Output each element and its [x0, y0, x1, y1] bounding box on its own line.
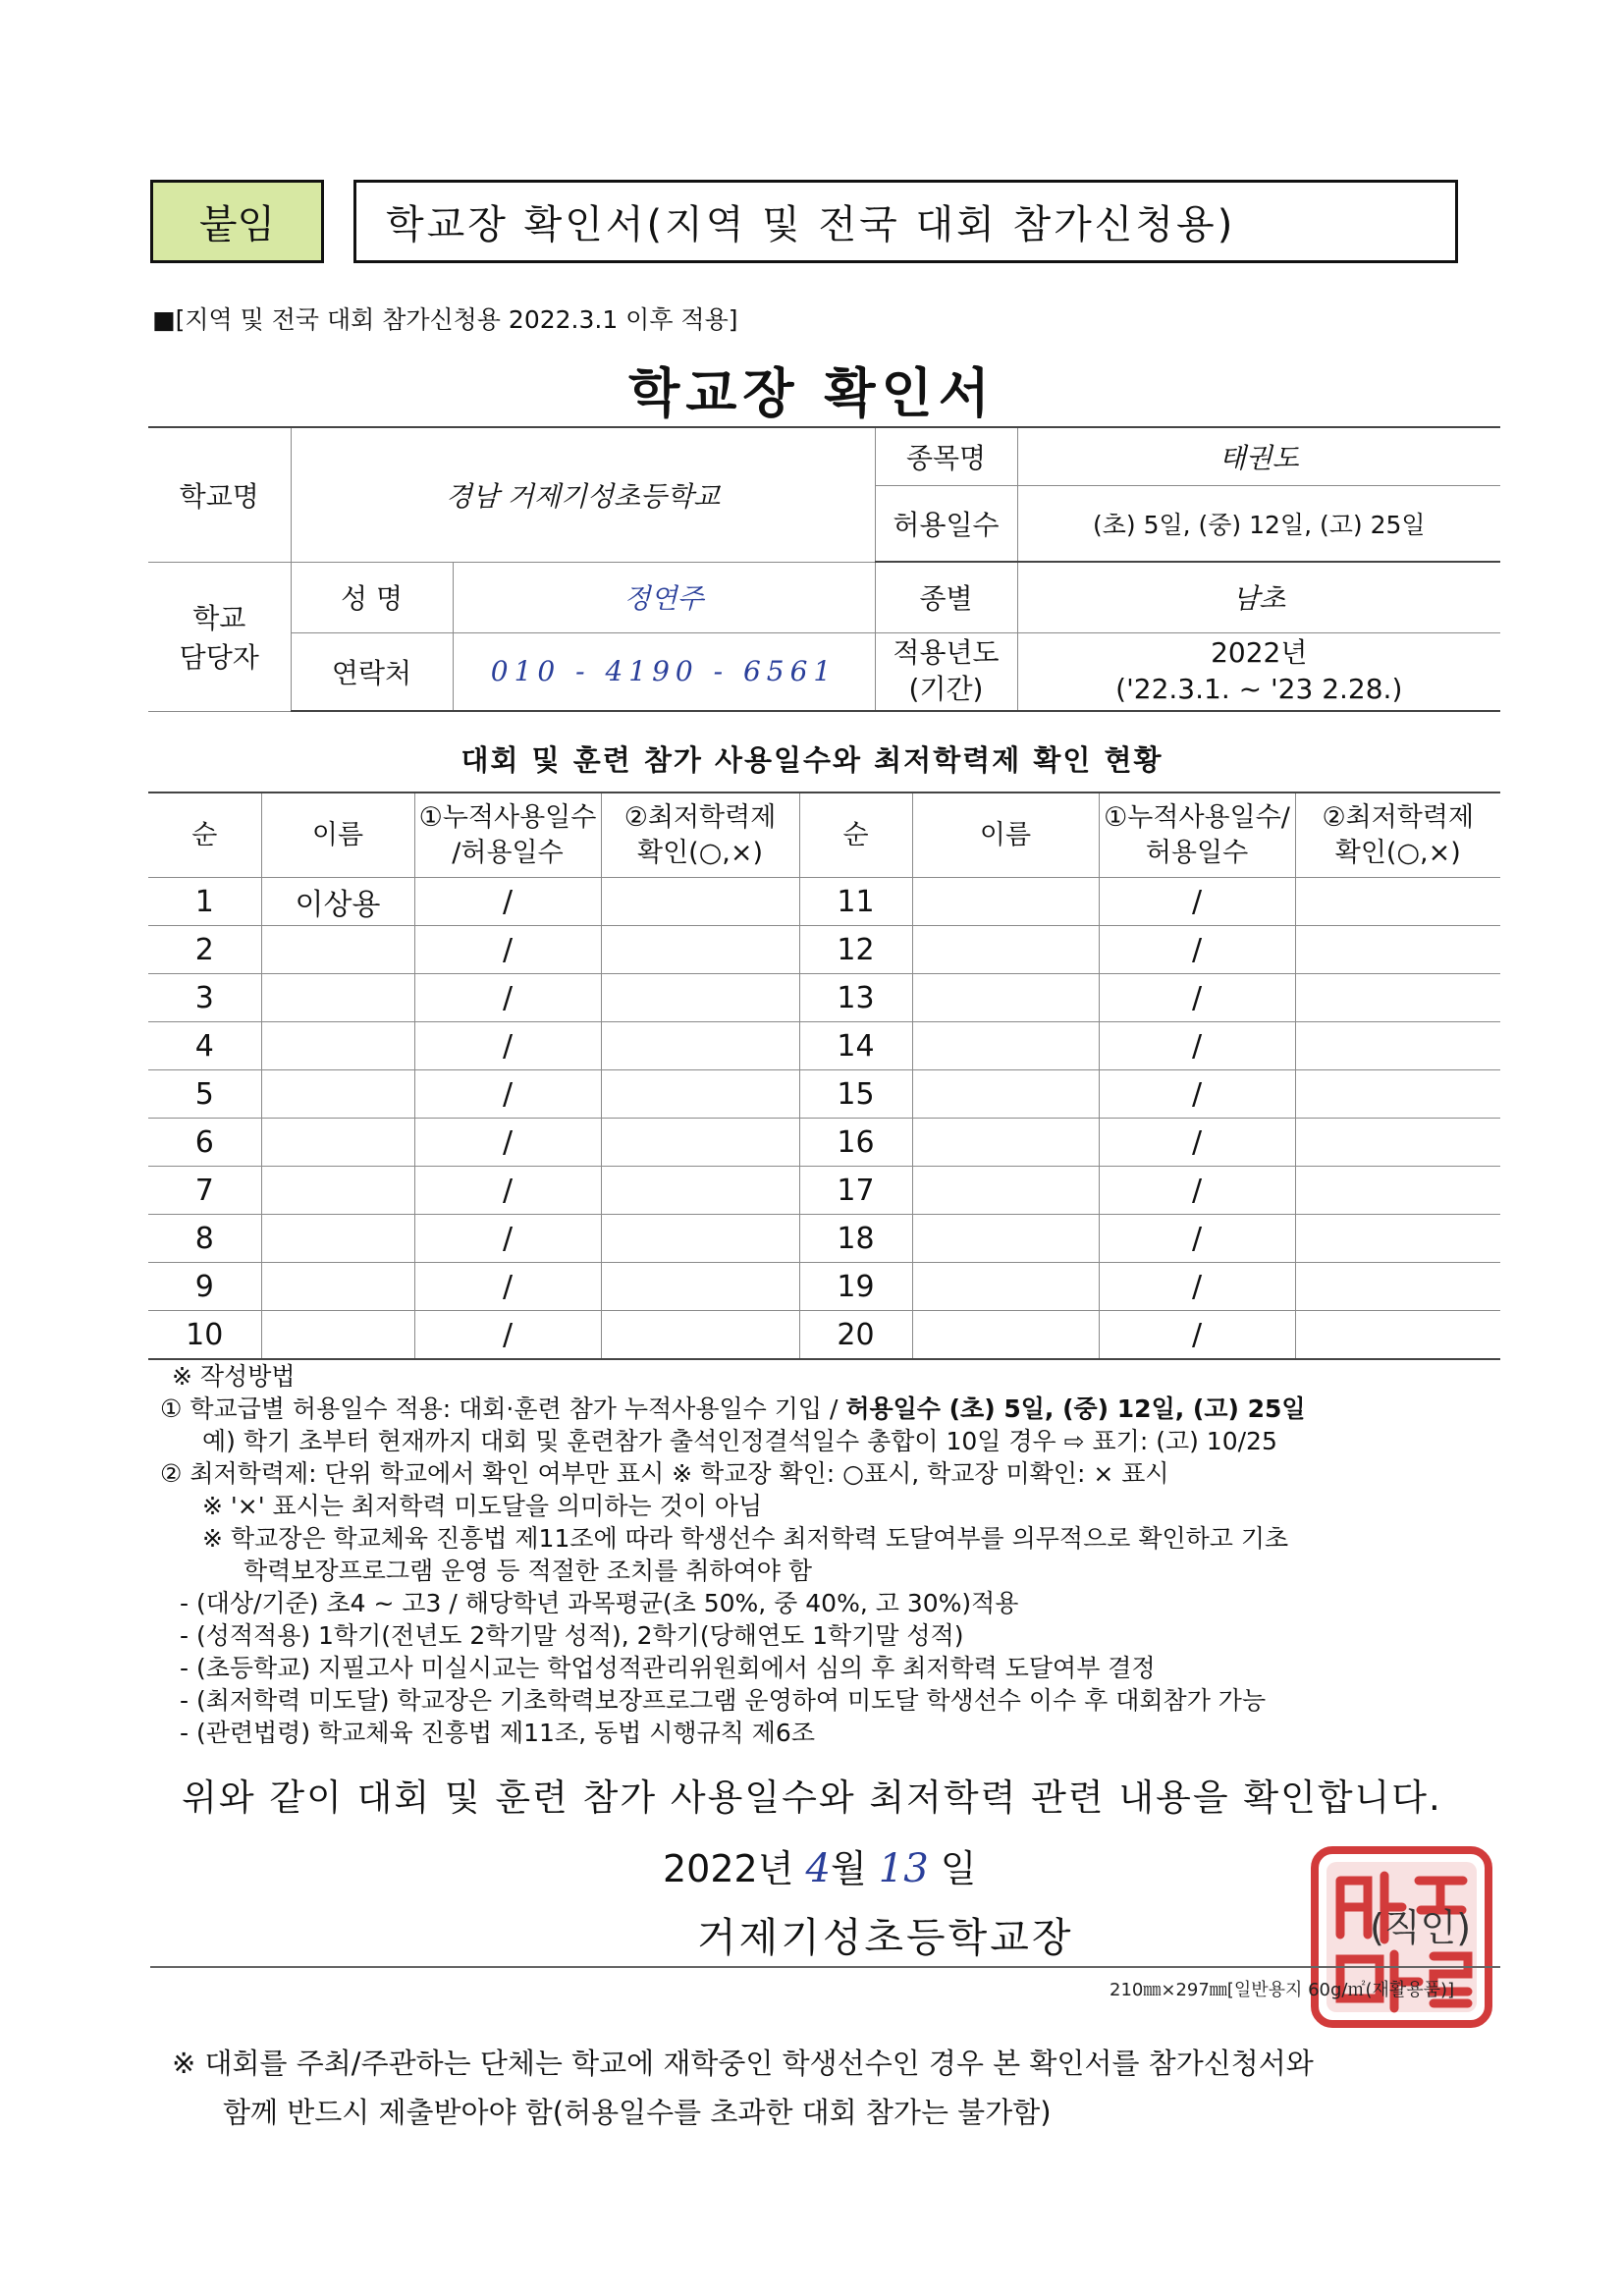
- left-min: [601, 1215, 799, 1263]
- right-min: [1295, 1167, 1500, 1215]
- right-min: [1295, 878, 1500, 926]
- table-row: [148, 1311, 1500, 1360]
- left-no: 7: [148, 1167, 261, 1215]
- col-no: 순: [148, 793, 261, 878]
- name-value-signature: 정연주: [453, 562, 875, 632]
- left-no: 6: [148, 1119, 261, 1167]
- left-no: 2: [148, 926, 261, 974]
- right-name: [912, 1215, 1099, 1263]
- sport-value: 태권도: [1017, 427, 1500, 485]
- confirmation-statement: 위와 같이 대회 및 훈련 참가 사용일수와 최저학력 관련 내용을 확인합니다.: [182, 1777, 1442, 1819]
- right-min: [1295, 926, 1500, 974]
- left-days: /: [414, 1311, 601, 1360]
- right-no: 11: [799, 878, 912, 926]
- paper-spec-note: 210㎜×297㎜[일반용지 60g/㎡(재활용품)]: [1110, 1980, 1455, 2000]
- left-days: /: [414, 1215, 601, 1263]
- school-head: 거제기성초등학교장: [697, 1914, 1074, 1961]
- year-value-line1: 2022년: [1211, 636, 1308, 670]
- left-min: [601, 878, 799, 926]
- staff-label-line2: 담당자: [179, 641, 259, 674]
- col-min-right-line2: 확인(○,×): [1334, 837, 1461, 868]
- left-min: [601, 974, 799, 1022]
- right-name: [912, 926, 1099, 974]
- col-min-line1: ②최저학력제: [623, 802, 777, 834]
- table-row: [148, 1119, 1500, 1167]
- left-no: 9: [148, 1263, 261, 1311]
- year-label-line2: (기간): [908, 672, 984, 705]
- seal-label: (직인): [1370, 1906, 1472, 1949]
- right-name: [912, 1311, 1099, 1360]
- left-name: [261, 974, 414, 1022]
- date-line: [663, 1838, 977, 1892]
- left-name: [261, 1167, 414, 1215]
- instruction-line: ※ '×' 표시는 최저학력 미도달을 의미하는 것이 아님: [202, 1492, 763, 1520]
- left-days: /: [414, 1119, 601, 1167]
- instructions-heading: ※ 작성방법: [172, 1362, 296, 1391]
- right-no: 14: [799, 1022, 912, 1070]
- footer-note: [172, 2039, 1478, 2137]
- left-no: 10: [148, 1311, 261, 1360]
- left-name: [261, 1311, 414, 1360]
- col-no-right: 순: [799, 793, 912, 878]
- year-value: [1017, 632, 1500, 711]
- left-days: /: [414, 974, 601, 1022]
- right-no: 17: [799, 1167, 912, 1215]
- main-title: 학교장 확인서: [628, 362, 996, 424]
- staff-label-line1: 학교: [192, 602, 246, 634]
- right-days: /: [1099, 1311, 1295, 1360]
- contact-label: 연락처: [291, 632, 453, 711]
- table-row: [148, 1167, 1500, 1215]
- right-days: /: [1099, 926, 1295, 974]
- school-label: 학교명: [148, 427, 291, 562]
- right-days: /: [1099, 1119, 1295, 1167]
- col-min-right-line1: ②최저학력제: [1322, 802, 1475, 834]
- instruction-line: 학력보장프로그램 운영 등 적절한 조치를 취하여야 함: [244, 1557, 812, 1585]
- date-day: 13: [878, 1846, 929, 1891]
- right-min: [1295, 974, 1500, 1022]
- right-name: [912, 1263, 1099, 1311]
- instruction-line: - (최저학력 미도달) 학교장은 기초학력보장프로그램 운영하여 미도달 학생선수 이수 후 대회참가 가능: [180, 1686, 1267, 1715]
- date-day-unit: 일: [940, 1847, 977, 1890]
- date-year: 2022년: [663, 1847, 794, 1890]
- table-row: [148, 1215, 1500, 1263]
- right-no: 18: [799, 1215, 912, 1263]
- table-row: [148, 1070, 1500, 1119]
- attachment-tag: [150, 180, 324, 263]
- gender-value: 남초: [1017, 562, 1500, 632]
- left-min: [601, 1070, 799, 1119]
- right-name: [912, 974, 1099, 1022]
- left-name: 이상용: [261, 878, 414, 926]
- staff-label: [148, 562, 291, 711]
- roster-table: [148, 792, 1500, 1360]
- left-no: 1: [148, 878, 261, 926]
- left-min: [601, 1311, 799, 1360]
- left-name: [261, 1022, 414, 1070]
- instruction-line: - (초등학교) 지필고사 미실시교는 학업성적관리위원회에서 심의 후 최저학력 도달여부 결정: [180, 1654, 1156, 1682]
- right-min: [1295, 1263, 1500, 1311]
- left-name: [261, 1070, 414, 1119]
- instruction-line: ※ 학교장은 학교체육 진흥법 제11조에 따라 학생선수 최저학력 도달여부를 의무적으로 확인하고 기초: [202, 1524, 1289, 1553]
- table-row: [148, 974, 1500, 1022]
- right-days: /: [1099, 1022, 1295, 1070]
- attachment-tag-label: 붙임: [198, 202, 276, 247]
- left-days: /: [414, 1022, 601, 1070]
- instruction-line: - (관련법령) 학교체육 진흥법 제11조, 동법 시행규칙 제6조: [180, 1719, 815, 1747]
- year-label-line1: 적용년도: [893, 636, 1000, 670]
- year-value-line2: ('22.3.1. ~ '23 2.28.): [1115, 672, 1403, 705]
- left-name: [261, 1263, 414, 1311]
- left-name: [261, 1119, 414, 1167]
- left-min: [601, 1119, 799, 1167]
- section-title: 대회 및 훈련 참가 사용일수와 최저학력제 확인 현황: [460, 743, 1164, 777]
- left-days: /: [414, 878, 601, 926]
- instructions: [160, 1360, 1525, 1749]
- right-no: 15: [799, 1070, 912, 1119]
- divider: [150, 1966, 1500, 1968]
- applies-note: ■[지역 및 전국 대회 참가신청용 2022.3.1 이후 적용]: [152, 305, 738, 334]
- right-name: [912, 1070, 1099, 1119]
- table-row: [148, 1022, 1500, 1070]
- left-days: /: [414, 926, 601, 974]
- right-min: [1295, 1119, 1500, 1167]
- roster-header-row: [148, 793, 1500, 878]
- left-no: 3: [148, 974, 261, 1022]
- date-month-unit: 월: [830, 1847, 867, 1890]
- document-title-box: [353, 180, 1458, 263]
- name-label: 성 명: [291, 562, 453, 632]
- right-name: [912, 878, 1099, 926]
- instruction-text: ① 학교급별 허용일수 적용: 대회·훈련 참가 누적사용일수 기입 /: [160, 1394, 846, 1423]
- instruction-line: 예) 학기 초부터 현재까지 대회 및 훈련참가 출석인정결석일수 총합이 10일 경우 ⇨ 표기: (고) 10/25: [202, 1427, 1277, 1455]
- info-table: [148, 426, 1500, 712]
- left-no: 5: [148, 1070, 261, 1119]
- right-days: /: [1099, 878, 1295, 926]
- col-min: [601, 793, 799, 878]
- col-min-line2: 확인(○,×): [637, 837, 763, 868]
- gender-label: 종별: [875, 562, 1017, 632]
- col-days-line2: /허용일수: [452, 837, 564, 868]
- right-no: 20: [799, 1311, 912, 1360]
- table-row: [148, 1263, 1500, 1311]
- left-min: [601, 1263, 799, 1311]
- col-days: [414, 793, 601, 878]
- right-min: [1295, 1311, 1500, 1360]
- table-row: [148, 926, 1500, 974]
- instruction-bold: 허용일수 (초) 5일, (중) 12일, (고) 25일: [845, 1394, 1306, 1423]
- right-min: [1295, 1215, 1500, 1263]
- col-min-right: [1295, 793, 1500, 878]
- col-name: 이름: [261, 793, 414, 878]
- right-days: /: [1099, 1263, 1295, 1311]
- left-min: [601, 1167, 799, 1215]
- document-title: 학교장 확인서(지역 및 전국 대회 참가신청용): [386, 202, 1236, 247]
- year-label: [875, 632, 1017, 711]
- right-no: 12: [799, 926, 912, 974]
- left-days: /: [414, 1263, 601, 1311]
- instruction-line: [160, 1393, 1525, 1425]
- right-min: [1295, 1022, 1500, 1070]
- instruction-line: - (성적적용) 1학기(전년도 2학기말 성적), 2학기(당해연도 1학기말 성적): [180, 1621, 964, 1650]
- right-name: [912, 1119, 1099, 1167]
- right-days: /: [1099, 1167, 1295, 1215]
- col-name-right: 이름: [912, 793, 1099, 878]
- right-name: [912, 1022, 1099, 1070]
- allowed-days-value: (초) 5일, (중) 12일, (고) 25일: [1017, 485, 1500, 562]
- left-name: [261, 926, 414, 974]
- right-days: /: [1099, 1070, 1295, 1119]
- left-days: /: [414, 1167, 601, 1215]
- date-month: 4: [805, 1846, 831, 1891]
- left-min: [601, 926, 799, 974]
- left-no: 4: [148, 1022, 261, 1070]
- right-no: 19: [799, 1263, 912, 1311]
- allowed-days-label: 허용일수: [875, 485, 1017, 562]
- right-name: [912, 1167, 1099, 1215]
- instruction-line: ② 최저학력제: 단위 학교에서 확인 여부만 표시 ※ 학교장 확인: ○표시, 학교장 미확인: × 표시: [160, 1459, 1169, 1488]
- contact-value: 010 - 4190 - 6561: [453, 632, 875, 711]
- left-min: [601, 1022, 799, 1070]
- left-no: 8: [148, 1215, 261, 1263]
- left-days: /: [414, 1070, 601, 1119]
- footer-note-line2: 함께 반드시 제출받아야 함(허용일수를 초과한 대회 참가는 불가함): [223, 2096, 1052, 2129]
- right-no: 13: [799, 974, 912, 1022]
- sport-label: 종목명: [875, 427, 1017, 485]
- right-min: [1295, 1070, 1500, 1119]
- instruction-line: - (대상/기준) 초4 ~ 고3 / 해당학년 과목평균(초 50%, 중 40%, 고 30%)적용: [180, 1589, 1019, 1617]
- col-days-right-line2: 허용일수: [1145, 837, 1249, 868]
- right-days: /: [1099, 974, 1295, 1022]
- col-days-line1: ①누적사용일수: [418, 802, 597, 834]
- col-days-right: [1099, 793, 1295, 878]
- footer-note-line1: ※ 대회를 주최/주관하는 단체는 학교에 재학중인 학생선수인 경우 본 확인서를 참가신청서와: [172, 2047, 1314, 2080]
- left-name: [261, 1215, 414, 1263]
- school-value: 경남 거제기성초등학교: [291, 427, 875, 562]
- col-days-right-line1: ①누적사용일수/: [1104, 802, 1290, 834]
- table-row: [148, 878, 1500, 926]
- right-no: 16: [799, 1119, 912, 1167]
- right-days: /: [1099, 1215, 1295, 1263]
